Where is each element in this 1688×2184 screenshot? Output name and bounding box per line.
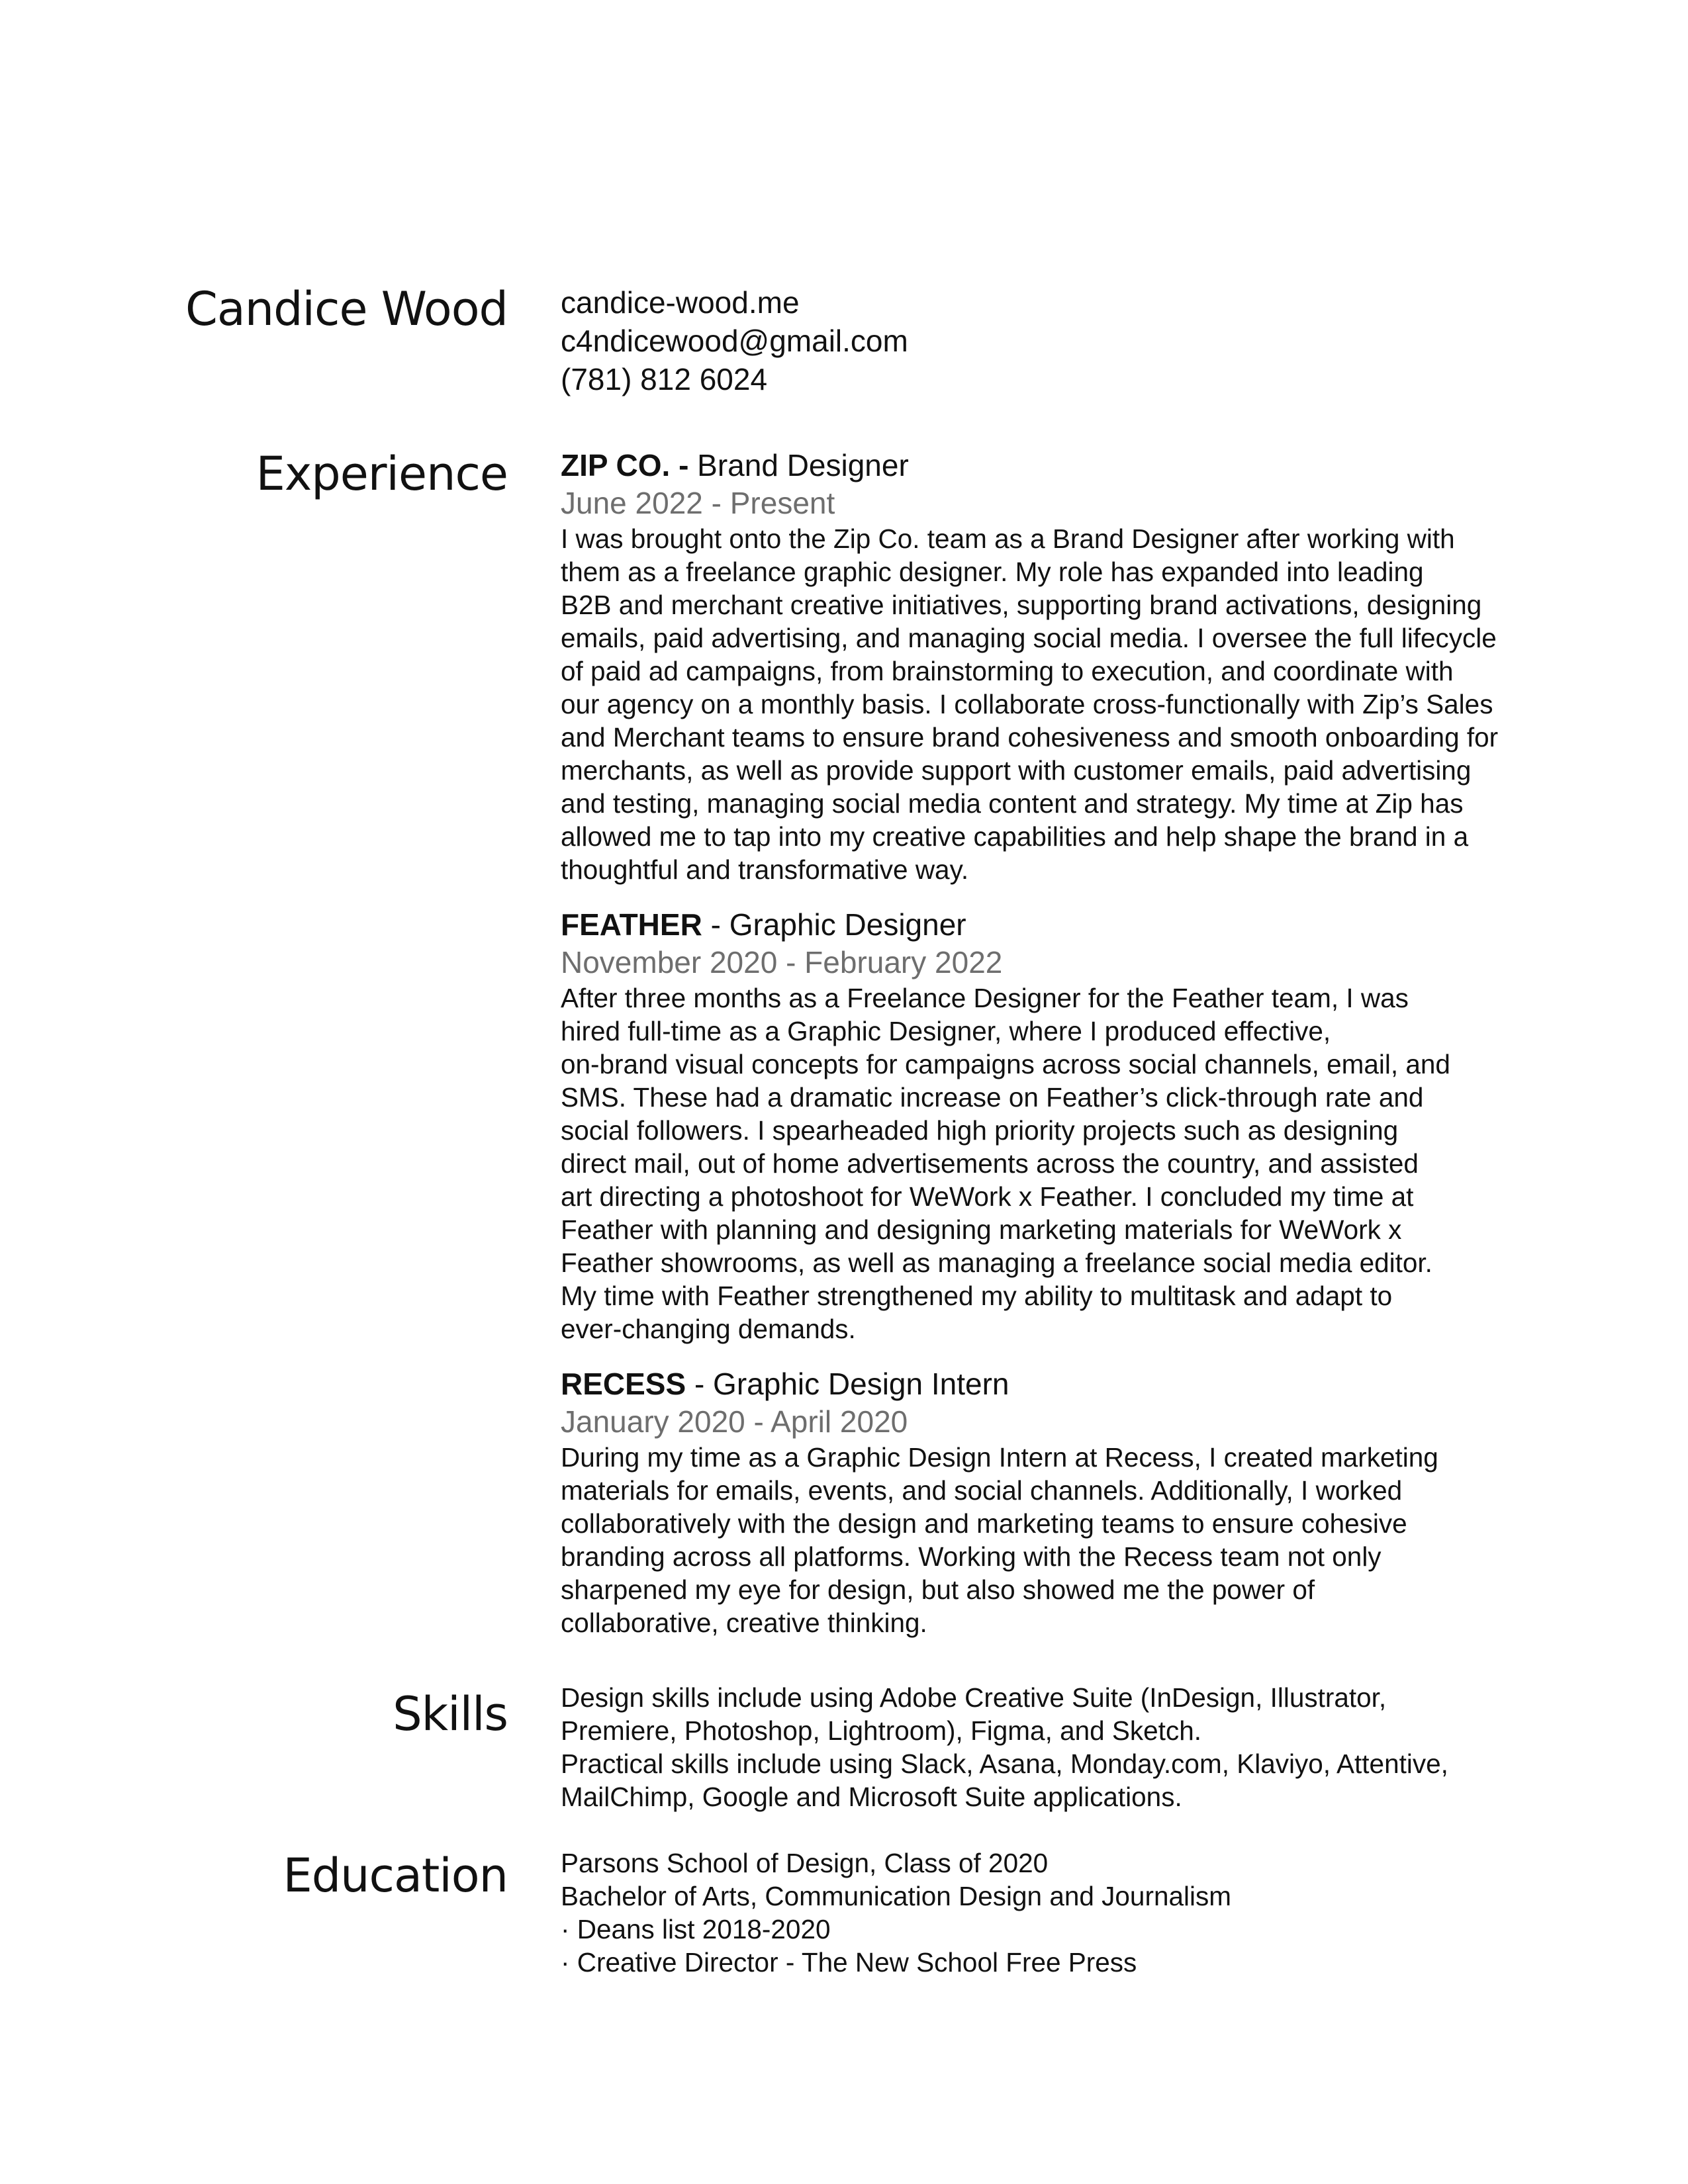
description-line: emails, paid advertising, and managing social media. I oversee the full lifecycle [561, 623, 1497, 653]
skills-section [561, 1681, 1554, 1813]
skills-heading: Skills [393, 1687, 508, 1741]
description-line: direct mail, out of home advertisements across the country, and assisted [561, 1148, 1419, 1179]
job-dates: January 2020 - April 2020 [561, 1404, 908, 1439]
skills-line: MailChimp, Google and Microsoft Suite applications. [561, 1782, 1182, 1812]
website-link[interactable]: candice-wood.me [561, 285, 800, 320]
description-line: sharpened my eye for design, but also showed me the power of [561, 1574, 1315, 1605]
description-line: and testing, managing social media content and strategy. My time at Zip has [561, 788, 1464, 819]
description-line: them as a freelance graphic designer. My role has expanded into leading [561, 557, 1424, 587]
education-degree: Bachelor of Arts, Communication Design and Journalism [561, 1881, 1231, 1911]
experience-section [561, 447, 1554, 1659]
job-entry-feather [561, 906, 1554, 1345]
education-item: · Deans list 2018-2020 [561, 1914, 831, 1944]
description-line: During my time as a Graphic Design Intern at Recess, I created marketing [561, 1442, 1438, 1473]
description-line: collaborative, creative thinking. [561, 1608, 927, 1638]
company-name: ZIP CO. - [561, 448, 689, 482]
job-dates: November 2020 - February 2022 [561, 945, 1003, 979]
company-name: RECESS [561, 1367, 686, 1401]
role-name: Brand Designer [688, 448, 909, 482]
job-title [561, 1365, 1554, 1402]
job-entry-zip [561, 447, 1554, 886]
job-title [561, 447, 1554, 484]
description-line: social followers. I spearheaded high priority projects such as designing [561, 1115, 1399, 1146]
experience-heading: Experience [256, 447, 508, 501]
phone-number: (781) 812 6024 [561, 362, 768, 396]
description-line: merchants, as well as provide support with customer emails, paid advertising [561, 755, 1472, 786]
education-item: · Creative Director - The New School Free Press [561, 1947, 1137, 1978]
job-description [561, 1441, 1554, 1639]
description-line: hired full-time as a Graphic Designer, where I produced effective, [561, 1016, 1331, 1046]
description-line: ever-changing demands. [561, 1314, 856, 1344]
description-line: I was brought onto the Zip Co. team as a Brand Designer after working with [561, 523, 1455, 554]
description-line: materials for emails, events, and social channels. Additionally, I worked [561, 1475, 1403, 1506]
description-line: on-brand visual concepts for campaigns across social channels, email, and [561, 1049, 1450, 1079]
description-line: Feather showrooms, as well as managing a freelance social media editor. [561, 1248, 1432, 1278]
description-line: of paid ad campaigns, from brainstorming to execution, and coordinate with [561, 656, 1454, 686]
description-line: allowed me to tap into my creative capabilities and help shape the brand in a [561, 821, 1469, 852]
description-line: collaboratively with the design and marketing teams to ensure cohesive [561, 1508, 1407, 1539]
skills-line: Design skills include using Adobe Creative Suite (InDesign, Illustrator, [561, 1682, 1387, 1713]
company-name: FEATHER [561, 907, 702, 942]
description-line: thoughtful and transformative way. [561, 854, 969, 885]
job-title [561, 906, 1554, 943]
email-link[interactable]: c4ndicewood@gmail.com [561, 324, 908, 358]
description-line: SMS. These had a dramatic increase on Feather’s click-through rate and [561, 1082, 1424, 1113]
education-heading: Education [283, 1848, 508, 1903]
role-name: - Graphic Designer [702, 907, 966, 942]
description-line: and Merchant teams to ensure brand cohesiveness and smooth onboarding for [561, 722, 1499, 752]
description-line: our agency on a monthly basis. I collaborate cross-functionally with Zip’s Sales [561, 689, 1493, 719]
skills-line: Practical skills include using Slack, Asana, Monday.com, Klaviyo, Attentive, [561, 1749, 1448, 1779]
job-entry-recess [561, 1365, 1554, 1639]
description-line: branding across all platforms. Working with the Recess team not only [561, 1541, 1382, 1572]
job-description [561, 981, 1554, 1345]
education-school: Parsons School of Design, Class of 2020 [561, 1848, 1049, 1878]
description-line: art directing a photoshoot for WeWork x Feather. I concluded my time at [561, 1181, 1414, 1212]
contact-block [561, 283, 1554, 398]
description-line: After three months as a Freelance Designer for the Feather team, I was [561, 983, 1409, 1013]
candidate-name: Candice Wood [185, 282, 508, 336]
education-section [561, 1846, 1554, 1979]
job-dates: June 2022 - Present [561, 486, 835, 520]
description-line: B2B and merchant creative initiatives, supporting brand activations, designing [561, 590, 1482, 620]
role-name: - Graphic Design Intern [686, 1367, 1009, 1401]
description-line: Feather with planning and designing marketing materials for WeWork x [561, 1214, 1402, 1245]
job-description [561, 522, 1554, 886]
skills-line: Premiere, Photoshop, Lightroom), Figma, and Sketch. [561, 1715, 1201, 1746]
description-line: My time with Feather strengthened my ability to multitask and adapt to [561, 1281, 1393, 1311]
